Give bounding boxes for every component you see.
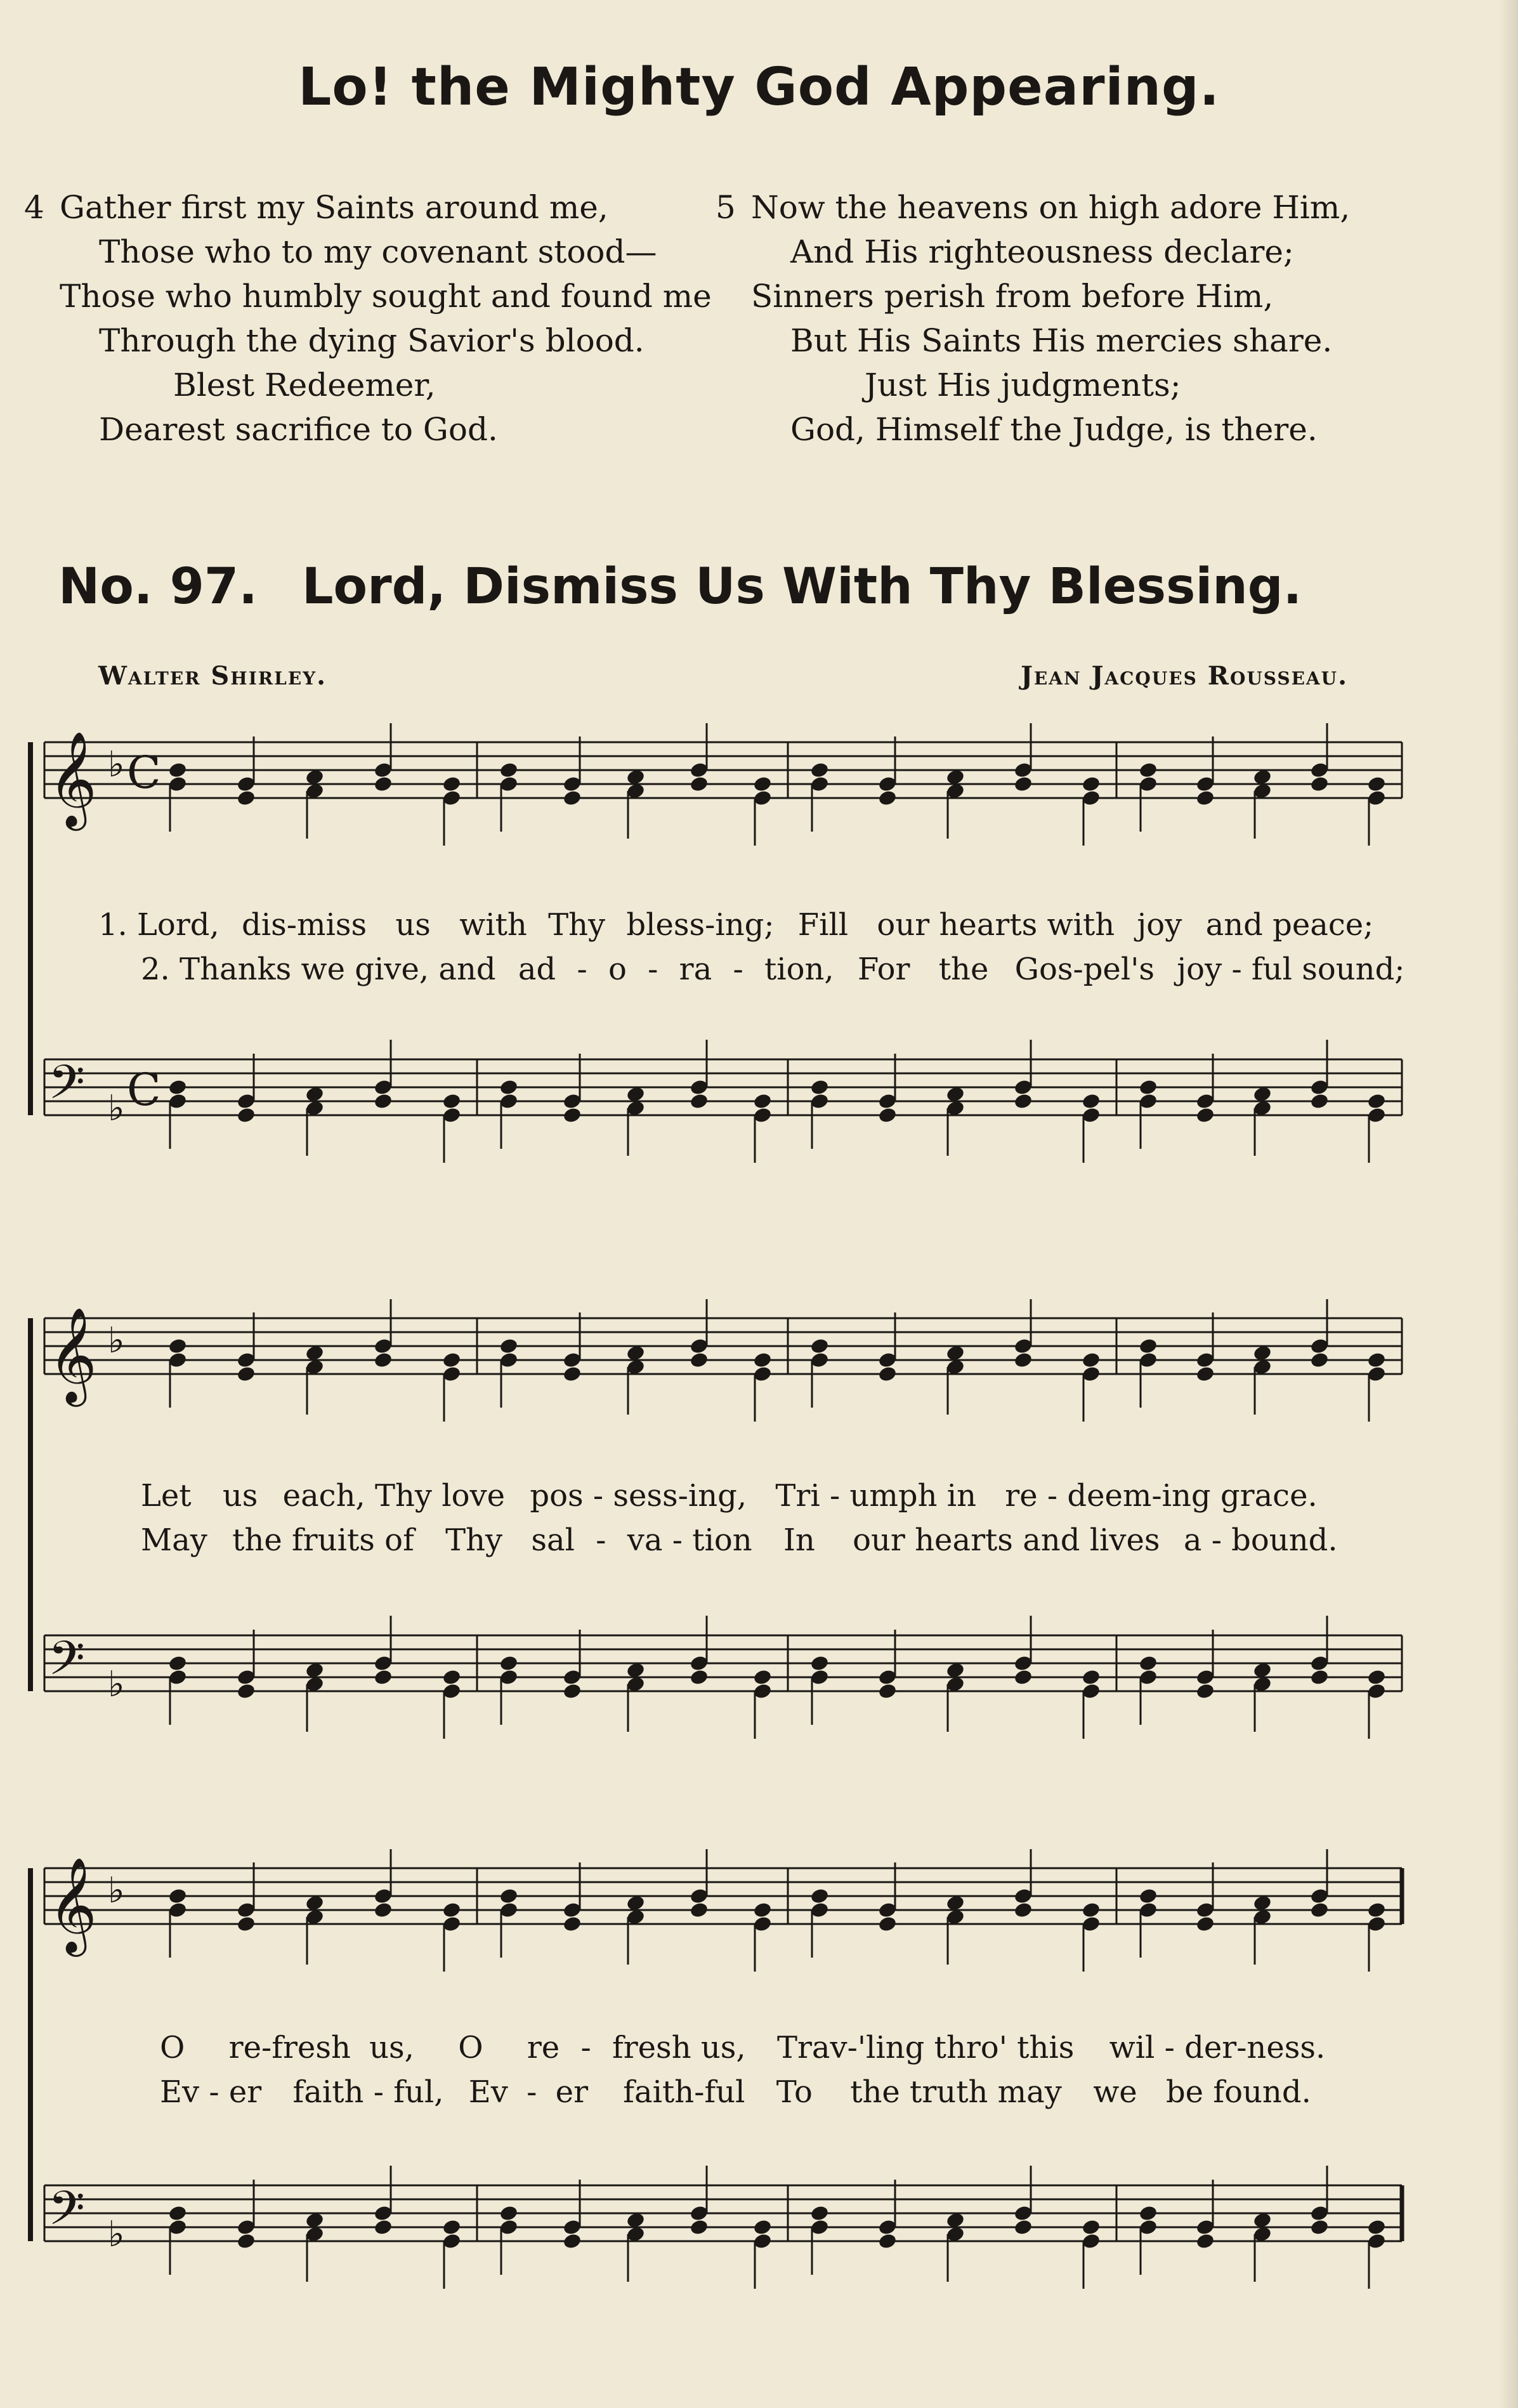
verse-number: 5: [716, 189, 736, 226]
svg-text:♭: ♭: [108, 1664, 125, 1705]
verse-line: Through the dying Savior's blood.: [99, 322, 644, 359]
music-staff-notation: [25, 723, 1408, 1167]
svg-text:𝄞: 𝄞: [48, 730, 97, 827]
svg-text:𝄞: 𝄞: [48, 1856, 97, 1953]
svg-text:𝄢: 𝄢: [48, 1055, 85, 1122]
svg-text:C: C: [127, 747, 161, 799]
svg-text:C: C: [127, 1064, 161, 1116]
verse-line: Those who humbly sought and found me: [60, 278, 712, 315]
music-system-3: [25, 1849, 1408, 2293]
svg-text:♭: ♭: [108, 2214, 125, 2255]
svg-text:♭: ♭: [108, 1320, 125, 1361]
svg-text:𝄞: 𝄞: [48, 1306, 97, 1403]
svg-text:♭: ♭: [108, 1088, 125, 1129]
hymn-number: No. 97.: [58, 558, 258, 615]
svg-text:♭: ♭: [108, 744, 125, 785]
lyric-line-verse-2: May the fruits of Thy sal - va - tion In our hearts and lives a - bound.: [141, 1522, 1338, 1558]
verse-line: God, Himself the Judge, is there.: [790, 411, 1318, 448]
verse-line: Now the heavens on high adore Him,: [751, 189, 1351, 226]
verse-line: Gather first my Saints around me,: [60, 189, 608, 226]
previous-hymn-title: Lo! the Mighty God Appearing.: [298, 57, 1220, 117]
music-system-1: [25, 723, 1408, 1167]
verse-line: And His righteousness declare;: [790, 233, 1294, 270]
verse-5: [716, 185, 1350, 452]
lyric-line-verse-1: Let us each, Thy love pos - sess-ing, Tri - umph in re - deem-ing grace.: [141, 1478, 1318, 1514]
verse-line: Those who to my covenant stood—: [99, 233, 657, 270]
lyric-line-verse-1: O re-fresh us, O re - fresh us, Trav-'ling thro' this wil - der-ness.: [160, 2030, 1326, 2065]
verse-line: But His Saints His mercies share.: [790, 322, 1333, 359]
verse-line: Just His judgments;: [865, 367, 1181, 403]
verse-4: [24, 185, 712, 452]
author-credit: Walter Shirley.: [98, 661, 327, 691]
hymn-title: Lord, Dismiss Us With Thy Blessing.: [301, 558, 1302, 615]
verse-number: 4: [24, 189, 44, 226]
svg-text:♭: ♭: [108, 1870, 125, 1911]
music-staff-notation: [25, 1299, 1408, 1743]
page-edge-shadow: [1499, 0, 1518, 2408]
verse-line: Sinners perish from before Him,: [751, 278, 1274, 315]
hymn-heading: [58, 558, 1302, 615]
svg-text:𝄢: 𝄢: [48, 1631, 85, 1698]
music-staff-notation: [25, 1849, 1408, 2293]
lyric-line-verse-2: 2. Thanks we give, and ad - o - ra - tion, For the Gos-pel's joy - ful sound;: [141, 952, 1405, 987]
composer-credit: Jean Jacques Rousseau.: [1020, 661, 1348, 691]
verse-line: Dearest sacrifice to God.: [99, 411, 498, 448]
svg-text:𝄢: 𝄢: [48, 2181, 85, 2248]
verse-line: Blest Redeemer,: [173, 367, 436, 403]
lyric-line-verse-2: Ev - er faith - ful, Ev - er faith-ful To the truth may we be found.: [160, 2074, 1311, 2110]
music-system-2: [25, 1299, 1408, 1743]
lyric-line-verse-1: 1. Lord, dis-miss us with Thy bless-ing; Fill our hearts with joy and peace;: [98, 907, 1374, 943]
